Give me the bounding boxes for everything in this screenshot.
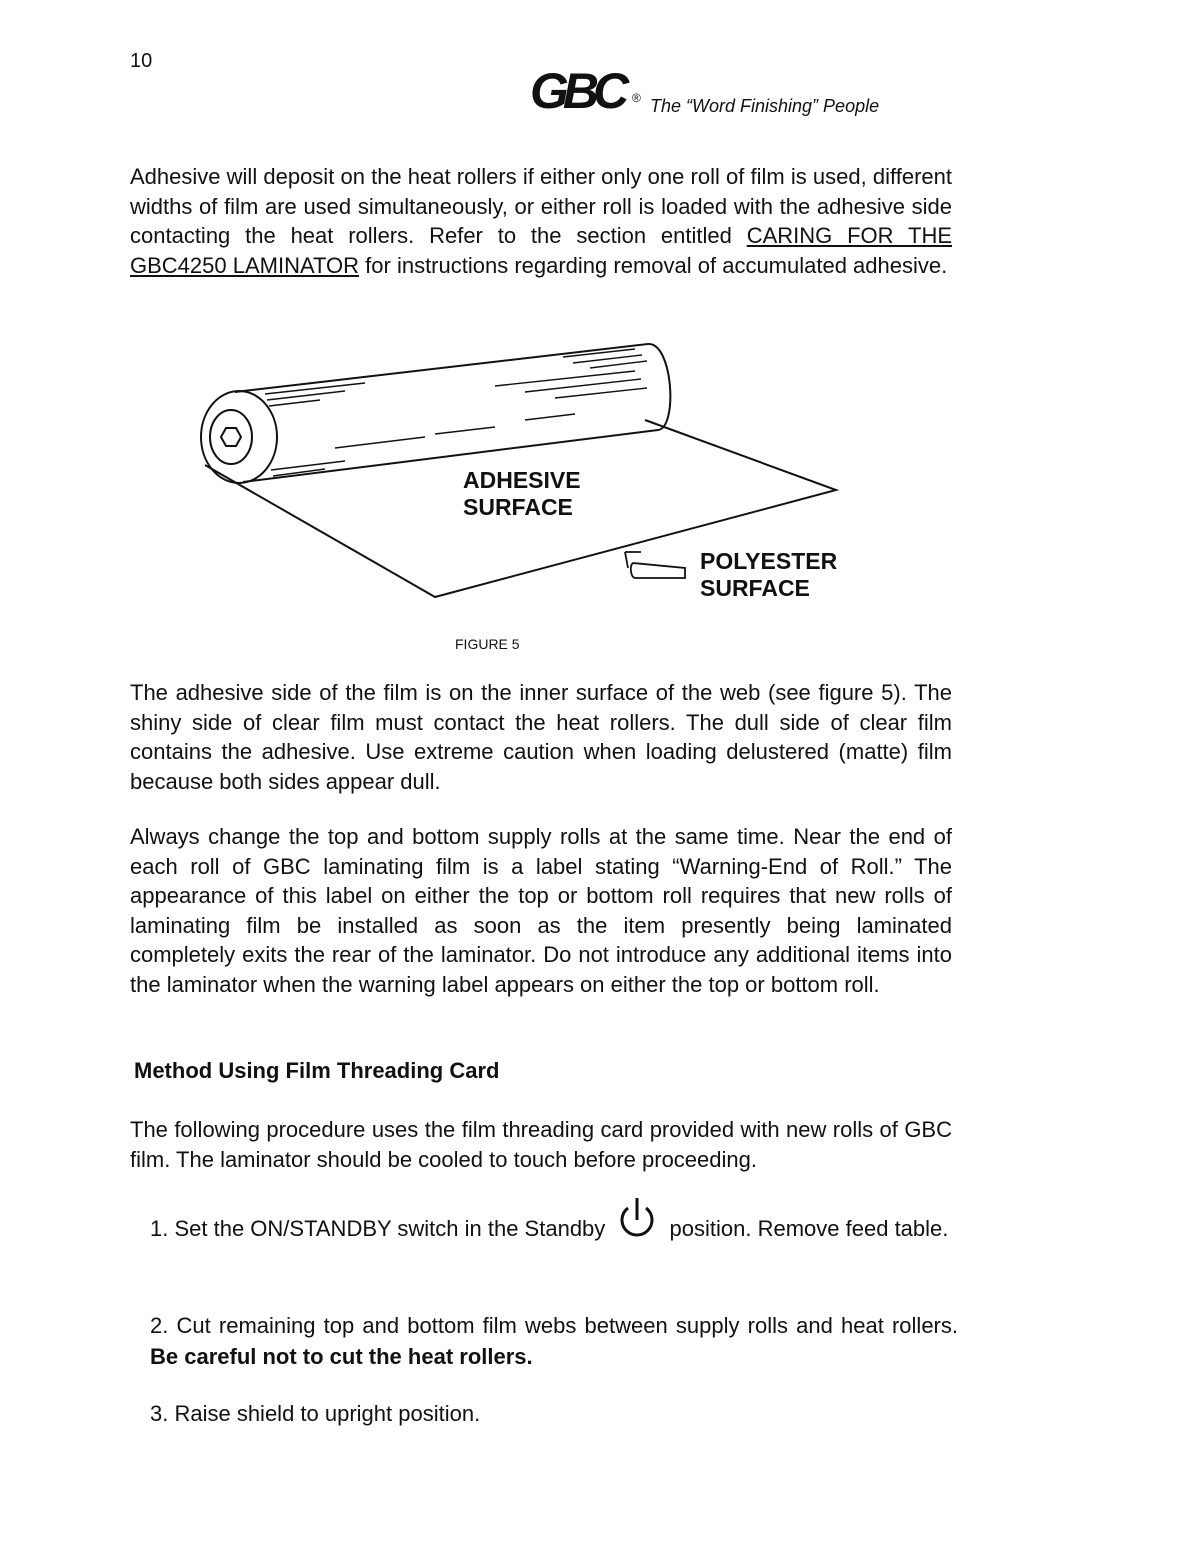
header-tagline: The “Word Finishing” People — [650, 96, 880, 116]
step-3: 3. Raise shield to upright position. — [150, 1401, 481, 1426]
step-1-text-a: 1. Set the ON/STANDBY switch in the Standby — [150, 1216, 606, 1241]
intro-paragraph — [130, 162, 952, 280]
page-number: 10 — [130, 50, 153, 72]
adhesive-side-paragraph: The adhesive side of the film is on the inner surface of the web (see figure 5). The shiny side of clear film must contact the heat rollers. The dull side of clear film contains the adhesive. Use extreme caution when loading delustered (matte) film because both sides appear dull. — [130, 680, 952, 794]
step-2 — [150, 1310, 958, 1372]
roll-bottom-edge — [243, 430, 658, 482]
step-1 — [150, 1194, 958, 1250]
intro-text-1: Adhesive will deposit on the heat rollers if either only one roll of film is used, different widths of film are used simultaneously, or either roll is loaded with the adhesive side contacting the heat rollers. Refer to the section entitled — [130, 164, 952, 248]
page-header — [528, 62, 948, 122]
step-2-text: 2. Cut remaining top and bottom film webs between supply rolls and heat rollers. — [150, 1313, 958, 1338]
gbc-logo — [528, 62, 648, 117]
roll-left-end — [201, 391, 277, 483]
roll-right-end — [648, 344, 670, 430]
core-hex — [221, 428, 241, 446]
curved-arrow — [631, 563, 685, 578]
power-standby-icon — [615, 1194, 659, 1250]
roll-shading — [265, 349, 647, 476]
section-reference: CARING FOR THE GBC4250 LAMINATOR — [130, 223, 952, 278]
registered-mark: ® — [632, 91, 641, 105]
roll-core — [210, 410, 252, 464]
change-rolls-paragraph: Always change the top and bottom supply rolls at the same time. Near the end of each roll of GBC laminating film is a label stating “Warning-End of Roll.” The appearance of this label on either the top or bottom roll requires that new rolls of laminating film be installed as soon as the item presently being laminated completely exits the rear of the laminator. Do not introduce any additional items into the laminator when the warning label appears on either the top or bottom roll. — [130, 824, 952, 997]
figure-5-film-roll — [195, 330, 855, 620]
polyester-surface-label: POLYESTER SURFACE — [700, 548, 838, 601]
figure-caption: FIGURE 5 — [455, 636, 520, 652]
section-heading: Method Using Film Threading Card — [134, 1058, 500, 1083]
gbc-logo-text: GBC — [530, 63, 624, 117]
step-1-text-b: position. Remove feed table. — [669, 1216, 949, 1241]
arrow-head — [625, 552, 641, 568]
adhesive-surface-label: ADHESIVE SURFACE — [463, 467, 581, 520]
procedure-intro-paragraph: The following procedure uses the film threading card provided with new rolls of GBC film. The laminator should be cooled to touch before proceeding. — [130, 1117, 952, 1172]
intro-text-2: for instructions regarding removal of accumulated adhesive. — [359, 252, 948, 278]
step-2-warning: Be careful not to cut the heat rollers. — [150, 1344, 533, 1369]
